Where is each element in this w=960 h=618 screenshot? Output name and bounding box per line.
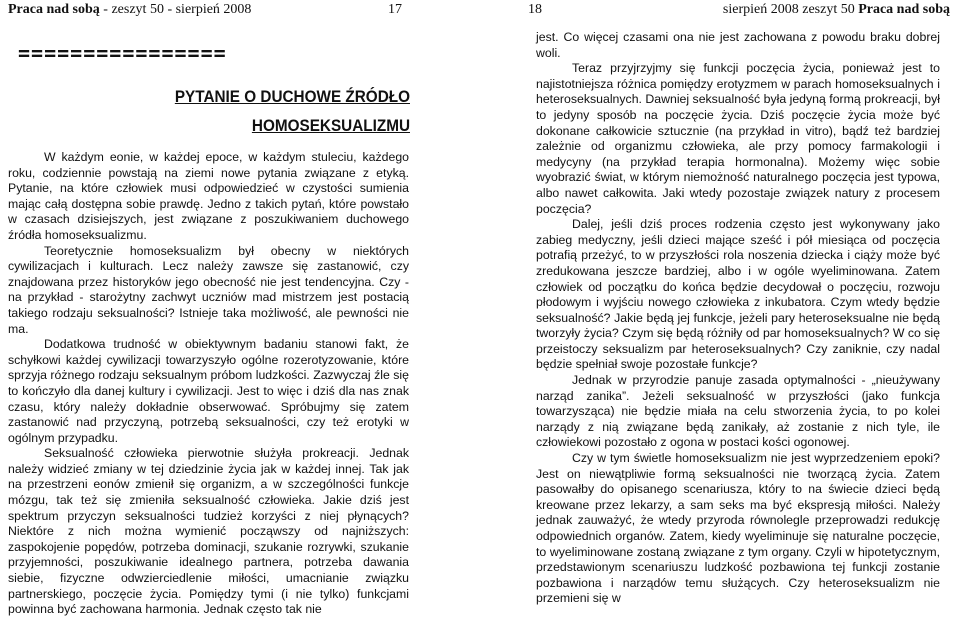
article-title-line-1: PYTANIE O DUCHOWE ŹRÓDŁO — [174, 87, 410, 106]
running-header — [723, 0, 950, 20]
paragraph: Dodatkowa trudność w obiektywnym badaniu stanowi fakt, że schyłkowi każdej cywilizacji towarzyszyło ogólne rozerotyzowanie, które sprzyja różnego rodzaju seksualnym próbom ludzkości. Zazwyczaj źle się to kończyło dla danej kultury i cywilizacji. Jest to więc i dziś dla nas znak czasu, który należy dokładnie obserwować. Spróbujmy się zatem zastanowić nad przyczyną, potrzebą seksualności, czy też erotyki w ogólnym przypadku. — [8, 337, 409, 445]
issue-info: sierpień 2008 zeszyt 50 — [722, 2, 859, 17]
magazine-title: Praca nad sobą — [8, 2, 100, 17]
paragraph: jest. Co więcej czasami ona nie jest zachowana z powodu braku dobrej woli. — [536, 30, 940, 60]
article-title-line-2: HOMOSEKSUALIZMU — [251, 116, 410, 135]
paragraph: W każdym eonie, w każdej epoce, w każdym stuleciu, każdego roku, codziennie powstają na ziemi nowe pytania związane z etyką. Pytanie, na które człowiek musi odpowiedzieć w czystości sumienia mając całą dostępna sobie prawdę. Jedno z takich pytań, które powstało w czasach dzisiejszych, jest związane z poszukiwaniem duchowego źródła homoseksualizmu. — [8, 150, 409, 242]
page-number: 18 — [528, 2, 542, 17]
paragraph: Teraz przyjrzyjmy się funkcji poczęcia życia, ponieważ jest to najistotniejsza różnica pomiędzy erotyzmem w parach homoseksualnych i heteroseksualnych. Dawniej seksualność była jedyną formą prokreacji, był to jedyny sposób na poczęcie życia. Dziś poczęcie życia może być dokonane całkowicie sztucznie (na przykład in vitro), bądź też bardziej zależnie od organizmu człowieka, ale przy pomocy farmakologii i medycyny (na przykład terapia hormonalna). Możemy więc sobie wyobrazić świat, w którym niemożność naturalnego poczęcia jest typowa, albo nawet całkowita. Jaki wtedy pozostaje związek natury z procesem poczęcia? — [536, 61, 940, 216]
page-number: 17 — [388, 2, 402, 17]
paragraph: Dalej, jeśli dziś proces rodzenia często jest wykonywany jako zabieg medyczny, jeśli dzieci mające sześć i pół miesiąca od poczęcia potrafią przeżyć, to w przyszłości rola noszenia dziecka i ciąży może być zredukowana jeszcze bardziej, albo i w ogóle wyeliminowana. Zatem człowiek od początku do końca będzie decydował o poczęciu, rozwoju płodowym i wyjściu nowego człowieka z inkubatora. Czym wtedy będzie seksualność? Jakie będą jej funkcje, jeżeli pary heteroseksualne nie będą tworzyły życia? Czym się będą różniły od par homoseksualnych? W co się przeistoczy seksualizm par heteroseksualnych? Czy zaniknie, czy nadal będzie spełniał swoje pozostałe funkcje? — [536, 217, 940, 372]
paragraph: Jednak w przyrodzie panuje zasada optymalności - „nieużywany narząd zanika”. Jeżeli seksualność w przyszłości (jako funkcja towarzysząca) nie będzie miała na celu stworzenia życia, to po kolei narządy z nią związane będą zanikały, aż zostanie z nich tyle, ile człowiekowi pozostało z ogona w postaci kości ogonowej. — [536, 373, 940, 450]
article-body — [536, 30, 940, 607]
running-header — [8, 0, 251, 20]
decorative-divider: ================ — [18, 41, 227, 65]
magazine-title: Praca nad sobą — [858, 2, 950, 17]
left-page — [0, 0, 480, 617]
issue-info: - zeszyt 50 - sierpień 2008 — [99, 2, 252, 17]
paragraph: Teoretycznie homoseksualizm był obecny w niektórych cywilizacjach i kulturach. Lecz należy zawsze się zastanowić, czy znajdowana przez historyków jego obecność nie jest tendencyjna. Czy - na przykład - starożytny zachwyt uczniów mad mistrzem jest postacią takiego rodzaju seksualności? Istnieje taka możliwość, ale pewności nie ma. — [8, 243, 409, 336]
paragraph: Czy w tym świetle homoseksualizm nie jest wyprzedzeniem epoki? Jest on niewątpliwie formą seksualności nie tworzącą życia. Zatem pasowałby do opisanego scenariusza, który to na świecie dzieci będą kreowane przez lekarzy, a sam seks ma być ekspresją miłości. Należy jednak zauważyć, że wtedy przyroda równolegle przeprowadzi redukcję odpowiednich organów. Zatem, kiedy wyeliminuje się naturalne poczęcie, to wyeliminowane zostaną związane z tym organy. Czyli w hipotetycznym, przedstawionym scenariuszu ludzkość pozbawiona tej funkcji zostanie pozbawiona i narządów temu służących. Czy heteroseksualizm nie przemieni się w — [536, 451, 940, 606]
article-body — [8, 150, 409, 618]
paragraph: Seksualność człowieka pierwotnie służyła prokreacji. Jednak należy widzieć zmiany w tej dziedzinie życia jak w każdej innej. Tak jak na przestrzeni eonów zmienił się organizm, a w szczególności funkcje mózgu, tak też się zmieniła seksualność człowieka. Jakie dziś jest spektrum przyczyn seksualności tudzież korzyści z niej płynących? Niektóre z nich można wymienić począwszy od najniższych: zaspokojenie popędów, potrzeba dominacji, szukanie rozrywki, szukanie przyjemności, poszukiwanie idealnego partnera, potrzeba dawania siebie, fizyczne odwzierciedlenie miłości, umacnianie związku partnerskiego, poczęcie życia. Pomiędzy tymi (i nie tylko) funkcjami powinna być zachowana harmonia. Jednak często tak nie — [8, 446, 409, 617]
right-page — [480, 0, 960, 606]
